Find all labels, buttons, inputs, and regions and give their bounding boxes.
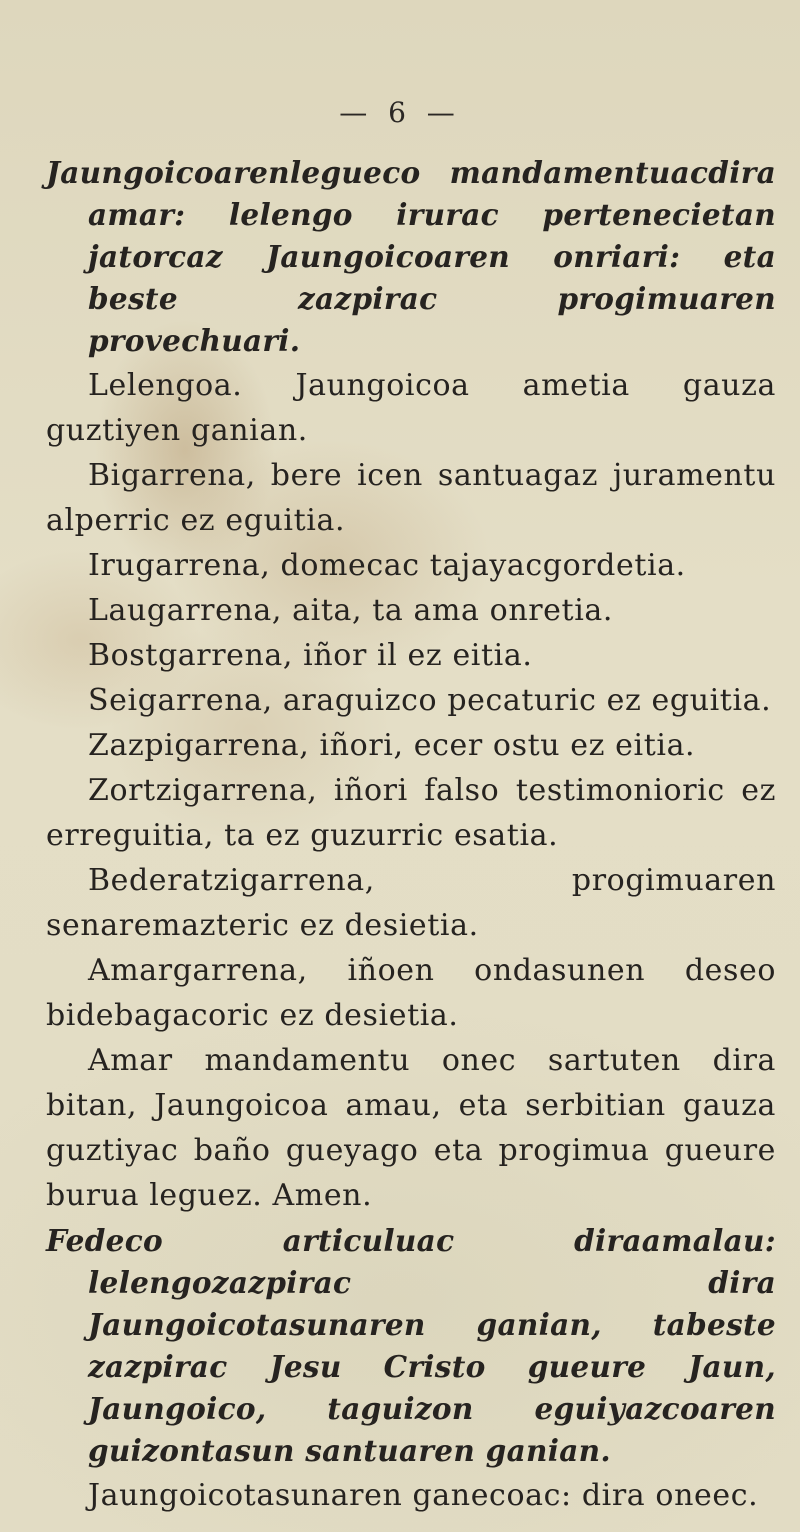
commandment-10: Amargarrena, iñoen ondasunen deseo bidebagacoric ez desietia.	[46, 953, 776, 1033]
divinity-heading-line: Jaungoicotasunaren ganecoac: dira oneec.	[88, 1478, 759, 1513]
articles-intro: Fedeco articuluac diraamalau: lelengozazpirac dira Jaungoicotasunaren ganian, tabeste zazpirac Jesu Cristo gueure Jaun, Jaungoico, taguizon eguiyazcoaren guizontasun santuaren ganian.	[46, 1223, 776, 1468]
commandment-7: Zazpigarrena, iñori, ecer ostu ez eitia.	[88, 728, 696, 763]
commandment-1: Lelengoa. Jaungoicoa ametia gauza guztiyen ganian.	[46, 368, 776, 448]
commandment-5: Bostgarrena, iñor il ez eitia.	[88, 638, 533, 673]
commandments-summary: Amar mandamentu onec sartuten dira bitan, Jaungoicoa amau, eta serbitian gauza guztiyac baño gueyago eta progimua gueure burua leguez. Amen.	[46, 1043, 776, 1213]
commandment-2: Bigarrena, bere icen santuagaz juramentu alperric ez eguitia.	[46, 458, 776, 538]
commandments-intro: Jaungoicoarenlegueco mandamentuacdira amar: lelengo irurac pertenecietan jatorcaz Jaungoicoaren onriari: eta beste zazpirac progimuaren provechuari.	[46, 155, 776, 358]
commandment-6: Seigarrena, araguizco pecaturic ez eguitia.	[88, 683, 772, 718]
page-number: — 6 —	[339, 96, 461, 129]
commandment-9: Bederatzigarrena, progimuaren senaremazteric ez desietia.	[46, 863, 776, 943]
commandment-4: Laugarrena, aita, ta ama onretia.	[88, 593, 614, 628]
page-text	[46, 152, 776, 1518]
commandment-3: Irugarrena, domecac tajayacgordetia.	[88, 548, 686, 583]
commandment-8: Zortzigarrena, iñori falso testimonioric ez erreguitia, ta ez guzurric esatia.	[46, 773, 776, 853]
